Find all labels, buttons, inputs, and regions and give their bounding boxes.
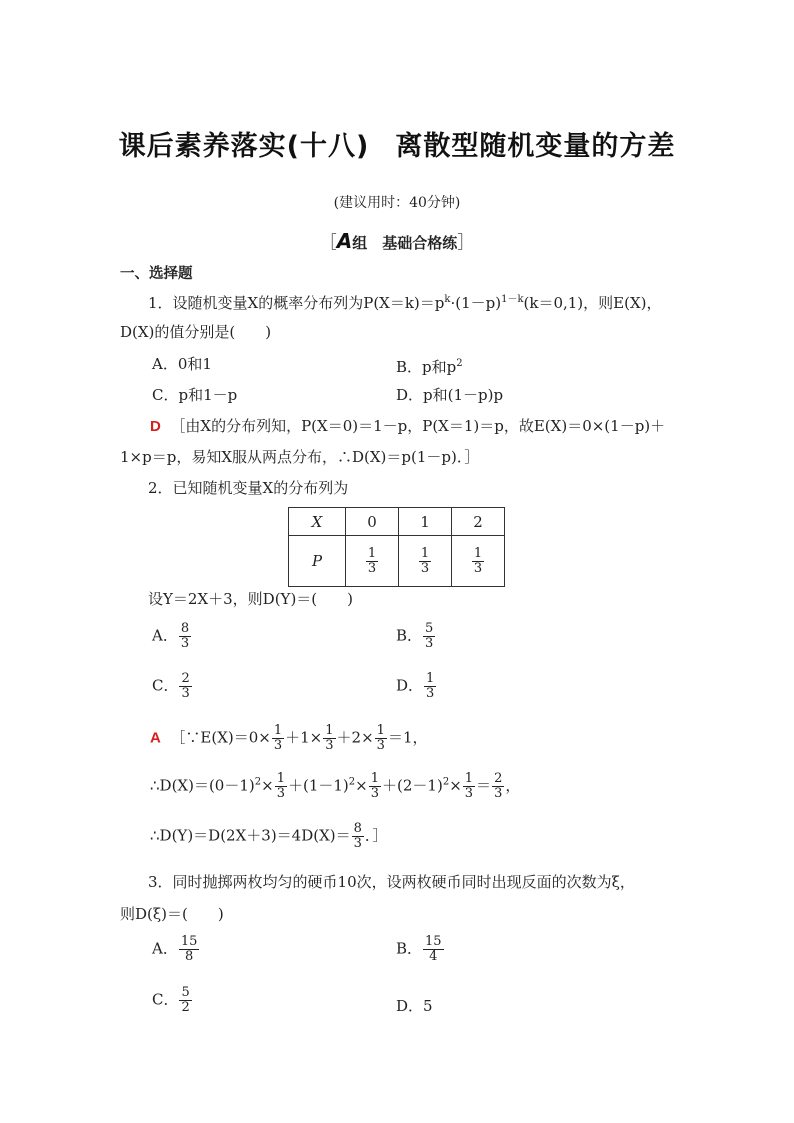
table-cell: $\frac{1}{3}$ <box>346 536 399 587</box>
q1-explanation-line1: D ［由X的分布列知，P(X＝0)＝1－p，P(X＝1)＝p，故E(X)＝0×(1－p)＋ <box>150 417 666 435</box>
title-part2: 离散型随机变量的方差 <box>395 131 676 162</box>
time-note: (建议用时：40分钟) <box>333 195 461 211</box>
table-row-label: P <box>289 536 346 587</box>
table-header-cell: 0 <box>346 508 399 536</box>
q2-explanation-line2: $\therefore D(X)=(0-1)^2\times$ $\frac{1}{3}$ $+(1-1)^2\times$ $\frac{1}{3}$ $+(2-1)^2\times$ $\frac{1}{3}$ ＝ $\frac{2}{3}$ ， <box>150 771 521 801</box>
table-row <box>289 536 505 587</box>
q1-option-d: D．p和(1－p)p <box>396 386 504 404</box>
q3-line1: 3．同时抛掷两枚均匀的硬币10次，设两枚硬币同时出现反面的次数为ξ， <box>148 873 635 891</box>
section-heading: 一、选择题 <box>120 266 193 282</box>
q2-option-d: D． $\frac{1}{3}$ <box>396 671 435 701</box>
group-letter: A <box>336 229 353 253</box>
q3-option-c: C． $\frac{5}{2}$ <box>152 985 190 1015</box>
group-label <box>0 228 794 253</box>
q1-option-c: C．p和1－p <box>152 386 238 404</box>
q1-line2: D(X)的值分别是( ) <box>120 323 272 341</box>
table-header-cell: 2 <box>452 508 505 536</box>
q2-option-a: A． $\frac{8}{3}$ <box>152 621 190 651</box>
q2-option-c: C． $\frac{2}{3}$ <box>152 671 190 701</box>
q2-answer: A <box>150 729 161 747</box>
page-title <box>0 124 794 163</box>
q3-option-a: A． $\frac{15}{8}$ <box>152 934 198 964</box>
q1-option-a: A．0和1 <box>152 355 212 373</box>
group-text: 组 基础合格练 <box>352 234 458 252</box>
q2-line1: 2．已知随机变量X的分布列为 <box>148 479 349 497</box>
table-header-cell: 1 <box>399 508 452 536</box>
q1-answer: D <box>150 418 161 435</box>
q1-line1: 1．设随机变量X的概率分布列为$P(X=k)=p^k\cdot(1-p)^{1-k}(k=0,1)$，则E(X)， <box>148 294 662 312</box>
table-header-cell: X <box>289 508 346 536</box>
group-bracket-close: ］ <box>457 233 475 253</box>
q2-stem: 设Y＝2X＋3，则D(Y)＝( ) <box>148 590 354 608</box>
q1-explanation-line2: 1×p＝p，易知X服从两点分布，∴D(X)＝p(1－p)．］ <box>120 448 480 466</box>
q3-option-b: B． $\frac{15}{4}$ <box>396 934 442 964</box>
table-cell: $\frac{1}{3}$ <box>399 536 452 587</box>
title-part1: 课后素养落实(十八) <box>118 131 370 162</box>
q2-explanation-line3: ∴D(Y)＝D(2X＋3)＝4D(X)＝ $\frac{8}{3}$ ．］ <box>150 821 388 851</box>
q2-explanation-line1: A ［∵E(X)＝0× $\frac{1}{3}$ ＋1× $\frac{1}{3}$ ＋2× $\frac{1}{3}$ ＝1， <box>150 723 428 753</box>
distribution-table <box>288 507 505 587</box>
q2-option-b: B． $\frac{5}{3}$ <box>396 621 434 651</box>
group-bracket-open: ［ <box>319 233 337 253</box>
q3-line2: 则D(ξ)＝( ) <box>120 905 224 923</box>
q3-option-d: D．5 <box>396 997 433 1015</box>
q1-option-b: B．p和$p^2$ <box>396 358 463 376</box>
table-row <box>289 508 505 536</box>
table-cell: $\frac{1}{3}$ <box>452 536 505 587</box>
